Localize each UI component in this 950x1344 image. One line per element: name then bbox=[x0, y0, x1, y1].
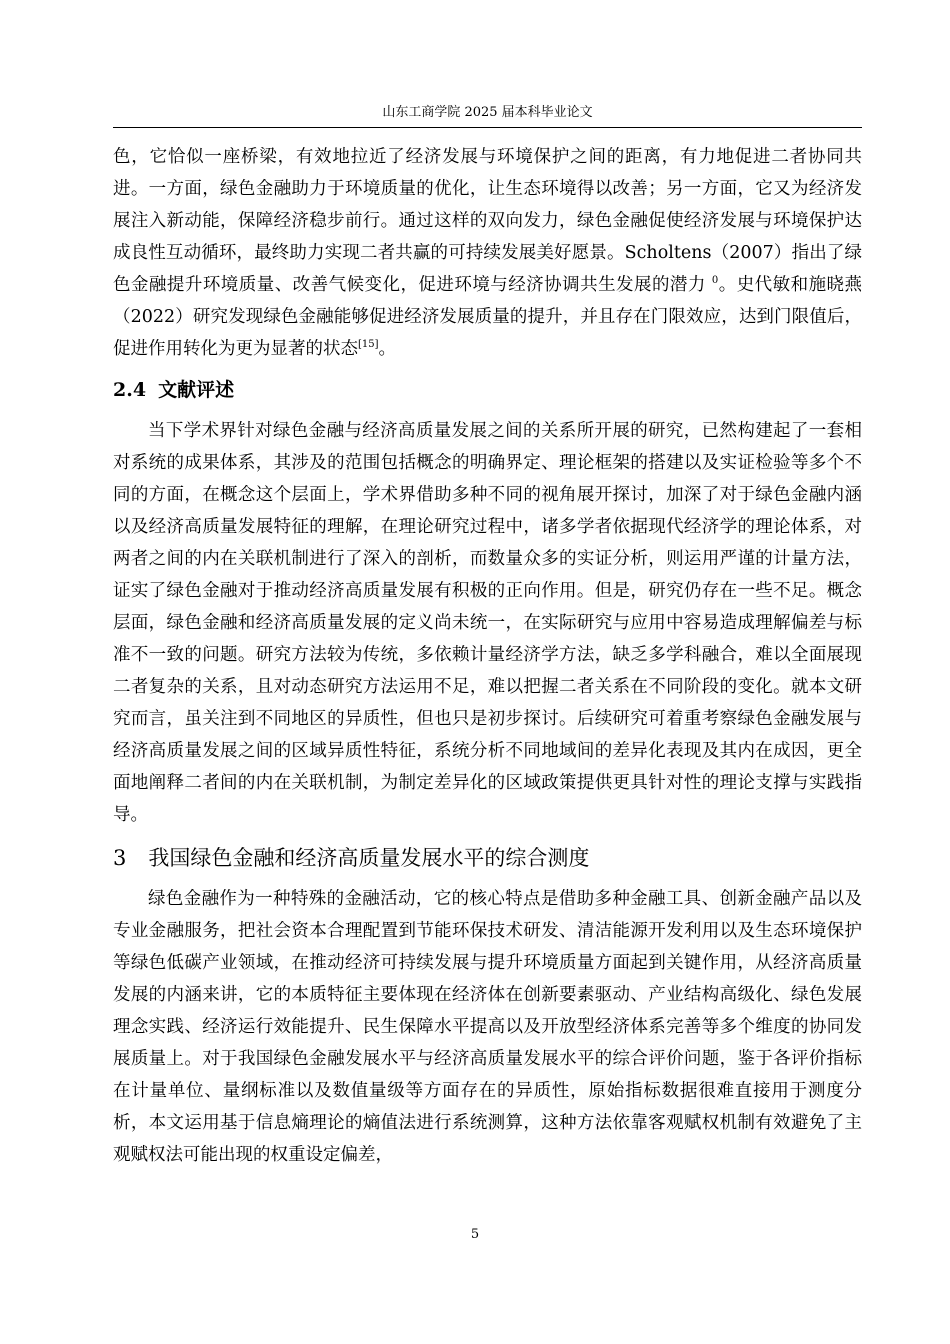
citation-reference: [15] bbox=[358, 339, 379, 351]
page-content bbox=[113, 141, 862, 1171]
section-heading-2-4 bbox=[113, 375, 862, 405]
paragraph-text: 色，它恰似一座桥梁，有效地拉近了经济发展与环境保护之间的距离，有力地促进二者协同共进。一方面，绿色金融助力于环境质量的优化，让生态环境得以改善；另一方面，它又为经济发展注入新动能，保障经济稳步前行。通过这样的双向发力，绿色金融促使经济发展与环境保护达成良性互动循环，最终助力实现二者共赢的可持续发展美好愿景。 bbox=[113, 147, 862, 263]
running-header: 山东工商学院 2025 届本科毕业论文 bbox=[382, 105, 593, 120]
scholtens-citation-text: Scholtens（2007）指出了绿色金融提升环境质量、改善气候变化，促进环境与经济协调共生发展的潜力 bbox=[113, 243, 863, 295]
section-number: 2.4 bbox=[113, 379, 147, 401]
page-number: 5 bbox=[470, 1227, 480, 1242]
sentence-end: 。 bbox=[378, 339, 397, 359]
chapter-heading-3 bbox=[113, 841, 862, 875]
header-rule bbox=[113, 127, 862, 128]
paragraph-literature-review: 当下学术界针对绿色金融与经济高质量发展之间的关系所开展的研究，已然构建起了一套相对系统的成果体系，其涉及的范围包括概念的明确界定、理论框架的搭建以及实证检验等多个不同的方面，在概念这个层面上，学术界借助多种不同的视角展开探讨，加深了对于绿色金融内涵以及经济高质量发展特征的理解，在理论研究过程中，诸多学者依据现代经济学的理论体系，对两者之间的内在关联机制进行了深入的剖析，而数量众多的实证分析，则运用严谨的计量方法，证实了绿色金融对于推动经济高质量发展有积极的正向作用。但是，研究仍存在一些不足。概念层面，绿色金融和经济高质量发展的定义尚未统一，在实际研究与应用中容易造成理解偏差与标准不一致的问题。研究方法较为传统，多依赖计量经济学方法，缺乏多学科融合，难以全面展现二者复杂的关系，且对动态研究方法运用不足，难以把握二者关系在不同阶段的变化。就本文研究而言，虽关注到不同地区的异质性，但也只是初步探讨。后续研究可着重考察绿色金融发展与经济高质量发展之间的区域异质性特征，系统分析不同地域间的差异化表现及其内在成因，更全面地阐释二者间的内在关联机制，为制定差异化的区域政策提供更具针对性的理论支撑与实践指导。 bbox=[113, 421, 862, 825]
paragraph-chapter-3-intro: 绿色金融作为一种特殊的金融活动，它的核心特点是借助多种金融工具、创新金融产品以及专业金融服务，把社会资本合理配置到节能环保技术研发、清洁能源开发利用以及生态环境保护等绿色低碳产业领域，在推动经济可持续发展与提升环境质量方面起到关键作用，从经济高质量发展的内涵来讲，它的本质特征主要体现在经济体在创新要素驱动、产业结构高级化、绿色发展理念实践、经济运行效能提升、民生保障水平提高以及开放型经济体系完善等多个维度的协同发展质量上。对于我国绿色金融发展水平与经济高质量发展水平的综合评价问题，鉴于各评价指标在计量单位、量纲标准以及数值量级等方面存在的异质性，原始指标数据很难直接用于测度分析，本文运用基于信息熵理论的熵值法进行系统测算，这种方法依靠客观赋权机制有效避免了主观赋权法可能出现的权重设定偏差， bbox=[113, 889, 862, 1165]
section-title: 文献评述 bbox=[158, 379, 235, 401]
paragraph-section-2-3-continued bbox=[113, 141, 862, 365]
shi-citation-text: 。史代敏和施晓燕（2022）研究发现绿色金融能够促进经济发展质量的提升，并且存在门限效应，达到门限值后，促进作用转化为更为显著的状态 bbox=[113, 275, 863, 359]
chapter-title: 我国绿色金融和经济高质量发展水平的综合测度 bbox=[148, 846, 590, 870]
chapter-number: 3 bbox=[113, 846, 127, 870]
footnote-reference: 0 bbox=[711, 275, 719, 287]
